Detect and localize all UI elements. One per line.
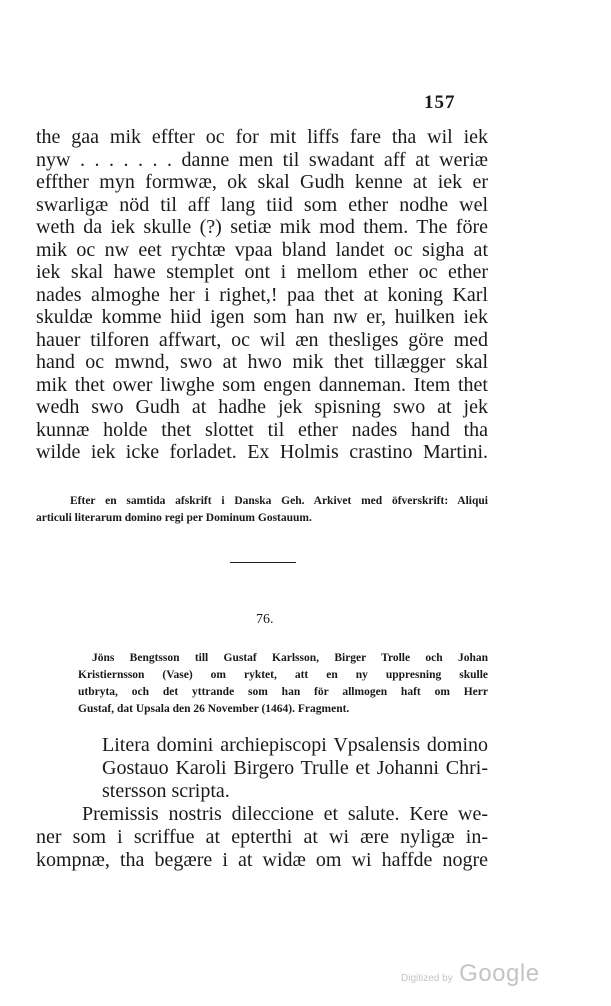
source-note-line: Efter en samtida afskrift i Danska Geh. Arkivet med öfverskrift: Aliqui bbox=[70, 495, 488, 507]
latin-heading-line: Litera domini archiepiscopi Vpsalensis domino bbox=[102, 734, 488, 756]
document-number: 76. bbox=[256, 612, 274, 627]
latin-heading-line: stersson scripta. bbox=[102, 780, 230, 802]
text-line: nyw . . . . . . . danne men til swadant aff at weriæ bbox=[36, 148, 488, 171]
text-line: hauer tilforen affwart, oc wil æn thesliges göre med bbox=[36, 328, 488, 351]
text-line: swarligæ nöd til aff lang tiid som ether nodhe wel bbox=[36, 193, 488, 216]
text-line: mik oc nw eet rychtæ vpaa bland landet oc sigha at bbox=[36, 238, 488, 261]
latin-letter bbox=[36, 734, 488, 872]
page-number: 157 bbox=[424, 92, 456, 113]
google-logo: Google bbox=[459, 960, 540, 987]
document-summary bbox=[78, 650, 488, 718]
text-line: mik thet ower liwghe som engen danneman. Item thet bbox=[36, 373, 488, 396]
latin-body-line: Premissis nostris dileccione et salute. Kere we- bbox=[82, 803, 488, 825]
summary-line: Jöns Bengtsson till Gustaf Karlsson, Birger Trolle och Johan bbox=[92, 652, 488, 664]
latin-body-line: kompnæ, tha begære i at widæ om wi haffde nogre bbox=[36, 849, 488, 871]
text-line: iek skal hawe stemplet ont i mellom ether oc ether bbox=[36, 261, 488, 283]
text-line: nades almoghe her i righet,! paa thet at koning Karl bbox=[36, 283, 488, 306]
text-line: effther myn formwæ, ok skal Gudh kenne at iek er bbox=[36, 171, 488, 193]
latin-body-line: ner som i scriffue at epterthi at wi ære nyligæ in- bbox=[36, 826, 488, 848]
digitized-label: Digitized by bbox=[401, 973, 453, 984]
text-line: wedh swo Gudh at hadhe jek spisning swo at jek bbox=[36, 396, 488, 418]
letter-body bbox=[36, 126, 488, 464]
summary-line: Kristiernsson (Vase) om ryktet, att en ny uppresning skulle bbox=[78, 669, 488, 681]
text-line: weth da iek skulle (?) setiæ mik mod them. The före bbox=[36, 216, 488, 238]
digitized-watermark bbox=[401, 960, 540, 988]
source-note-line: articuli literarum domino regi per Dominum Gostauum. bbox=[36, 512, 312, 524]
text-line: the gaa mik effter oc for mit liffs fare tha wil iek bbox=[36, 126, 488, 148]
latin-heading-line: Gostauo Karoli Birgero Trulle et Johanni Chri- bbox=[102, 757, 488, 779]
text-line: skuldæ komme hiid igen som han nw er, huilken iek bbox=[36, 306, 488, 328]
summary-line: Gustaf, dat Upsala den 26 November (1464). Fragment. bbox=[78, 703, 350, 715]
text-line: wilde iek icke forladet. Ex Holmis crastino Martini. bbox=[36, 441, 488, 463]
source-note bbox=[36, 493, 488, 527]
section-divider bbox=[230, 562, 296, 563]
summary-line: utbryta, och det yttrande som han för allmogen haft om Herr bbox=[78, 686, 488, 698]
text-line: hand oc mwnd, swo at hwo mik thet tillægger skal bbox=[36, 351, 488, 373]
text-line: kunnæ holde thet slottet til ether nades hand tha bbox=[36, 418, 488, 441]
